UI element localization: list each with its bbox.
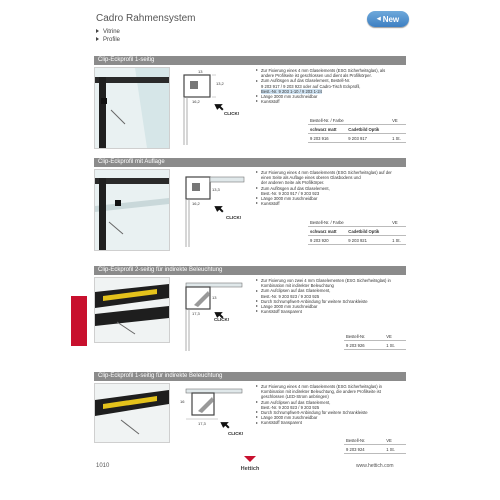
page-title: Cadro Rahmensystem	[96, 13, 196, 24]
profile-diagram	[172, 383, 252, 445]
click-label: CLICK!	[226, 215, 242, 220]
table-header: Bestell-Nr. / Farbe	[308, 218, 390, 227]
feature-list	[256, 68, 406, 104]
highlighted-text: Best.-Nr. 9 203 1-10 / 9 203 1-24	[261, 88, 322, 94]
profile-diagram	[172, 277, 252, 353]
profile-diagram	[172, 67, 252, 147]
profile-cross-section	[172, 169, 252, 249]
table-cell: 1 St.	[390, 236, 406, 245]
breadcrumb-vitrine[interactable]: Vitrine	[96, 29, 120, 35]
bullet-continuation: der anderen Seite als Profilkörper.	[261, 180, 325, 186]
bullet-continuation: Best.-Nr. 9 203 923 / 9 203 925	[261, 404, 320, 410]
order-table	[308, 218, 406, 245]
feature-list	[256, 384, 406, 426]
dimension-label: 16	[180, 399, 185, 404]
bullet-item: Länge 3000 mm zuschneidbar	[256, 415, 406, 420]
table-header: VE	[390, 116, 406, 125]
triangle-icon	[96, 37, 99, 41]
bullet-continuation: Best.-Nr. 9 203 917 / 9 203 923	[261, 190, 320, 196]
bullet-item: Zum Auflösgen auf das Glaselement, Bestell-Nr.	[256, 78, 406, 83]
hettich-logo-icon	[230, 456, 270, 472]
new-badge: ◀ New	[367, 11, 409, 27]
product-photo	[94, 383, 170, 443]
page-number: 1010	[96, 463, 110, 469]
product-photo	[94, 67, 170, 149]
breadcrumb-profile[interactable]: Profile	[96, 37, 120, 43]
order-table	[344, 332, 406, 350]
profile-photo-graphic	[95, 384, 169, 442]
bullet-continuation: geschlossen (LED-Strom anbringen)	[261, 394, 329, 400]
dimension-label: 13	[212, 295, 217, 300]
section-title: Clip-Eckprofil mit Auflage	[94, 158, 406, 167]
brand-logo	[230, 456, 270, 472]
dimension-label: 16,2	[192, 201, 200, 206]
bullet-item: Zur Fixierung von zwei 4 mm Glaselementen (ESG Sicherheitsglas) in	[256, 278, 406, 283]
section-title: Clip-Eckprofil 1-seitig für indirekte Beleuchtung	[94, 372, 406, 381]
table-cell: 9 203 920	[308, 236, 346, 245]
bullet-item: Länge 3000 mm zuschneidbar	[256, 196, 406, 201]
click-label: CLICK!	[214, 317, 230, 322]
logo-text: Hettich	[240, 466, 260, 472]
table-header: Bestell-Nr.	[344, 332, 384, 341]
dimension-label: 17,3	[192, 311, 200, 316]
table-header: VE	[384, 436, 406, 445]
table-cell: schwarz matt	[308, 227, 346, 236]
bullet-item: Zur Fixierung eines 4 mm Glaselements (ESG Sicherheitsglas) auf der	[256, 170, 406, 175]
bullet-continuation: andere Profilseite ist geschlossen und dient als Profilkörper.	[261, 73, 372, 79]
triangle-icon	[96, 29, 99, 33]
table-cell: 9 203 924	[344, 445, 384, 454]
website-link[interactable]: www.hettich.com	[356, 463, 394, 469]
dimension-label: 16,2	[192, 99, 200, 104]
feature-list	[256, 170, 406, 206]
bullet-continuation: Best.-Nr. 9 203 923 / 9 203 925	[261, 293, 320, 299]
dimension-label: 13	[198, 69, 203, 74]
bullet-continuation: 9 203 917 / 9 203 923 oder auf Cadro-Tisch Eckprofil,	[261, 83, 361, 89]
bullet-item: Durch Schrumpfwert-Anbindung für weitere Schrankleiste	[256, 410, 406, 415]
bullet-continuation: Kombination mit indirekter Beleuchtung	[261, 283, 334, 289]
table-cell: Cadetbild Optik	[346, 125, 390, 134]
table-cell: Cadetbild Optik	[346, 227, 390, 236]
order-table	[344, 436, 406, 454]
bullet-continuation: Kombination mit indirekter Beleuchtung, die andere Profilseite ist	[261, 389, 381, 395]
chapter-tab[interactable]	[71, 296, 87, 346]
table-cell: 1 St.	[384, 445, 406, 454]
bullet-item: Zum Auflösgen auf das Glaselement,	[256, 186, 406, 191]
profile-photo-graphic	[95, 68, 169, 148]
bullet-item: Durch Schrumpfwert-Anbindung für weitere Schrankleiste	[256, 299, 406, 304]
feature-list	[256, 278, 406, 314]
table-cell: 1 St.	[384, 341, 406, 350]
profile-photo-graphic	[95, 278, 169, 342]
bullet-item: Kunststoff	[256, 99, 406, 104]
bullet-item: Zur Fixierung eines 4 mm Glaselements (ESG Sicherheitsglas) in	[256, 384, 406, 389]
arrow-icon: ◀	[376, 16, 381, 22]
table-cell: 9 203 917	[346, 134, 390, 143]
table-cell: 9 203 916	[308, 134, 346, 143]
profile-cross-section	[172, 67, 252, 147]
product-photo	[94, 169, 170, 251]
table-cell: 9 203 926	[344, 341, 384, 350]
table-cell: 9 203 921	[346, 236, 390, 245]
section-title: Clip-Eckprofil 1-seitig	[94, 56, 406, 65]
dimension-label: 13,2	[216, 81, 224, 86]
bullet-item: Kunststoff transparent	[256, 420, 406, 425]
table-cell: 1 St.	[390, 134, 406, 143]
bullet-item: Zum Aufclipsen auf das Glaselement,	[256, 400, 406, 405]
click-label: CLICK!	[228, 431, 244, 436]
dimension-label: 13,3	[212, 187, 220, 192]
bullet-item: Länge 3000 mm zuschneidbar	[256, 304, 406, 309]
bullet-item: Kunststoff	[256, 201, 406, 206]
table-header: VE	[390, 218, 406, 227]
profile-photo-graphic	[95, 170, 169, 250]
bullet-item: Kunststoff transparent	[256, 309, 406, 314]
bullet-item: Zum Aufclipsen auf das Glaselement,	[256, 288, 406, 293]
bullet-item: Zur Fixierung eines 4 mm Glaselements (ESG Sicherheitsglas), als	[256, 68, 406, 73]
section-title: Clip-Eckprofil 2-seitig für indirekte Beleuchtung	[94, 266, 406, 275]
table-cell: schwarz matt	[308, 125, 346, 134]
table-header: Bestell-Nr. / Farbe	[308, 116, 390, 125]
order-table	[308, 116, 406, 143]
table-header: Bestell-Nr.	[344, 436, 384, 445]
bullet-continuation: einen Seite als Auflage eines oberen Glasbodens und	[261, 175, 361, 181]
dimension-label: 17,3	[198, 421, 206, 426]
profile-diagram	[172, 169, 252, 249]
product-photo	[94, 277, 170, 343]
bullet-item: Länge 3000 mm zuschneidbar	[256, 94, 406, 99]
table-header: VE	[384, 332, 406, 341]
profile-cross-section	[172, 277, 252, 353]
click-label: CLICK!	[224, 111, 240, 116]
